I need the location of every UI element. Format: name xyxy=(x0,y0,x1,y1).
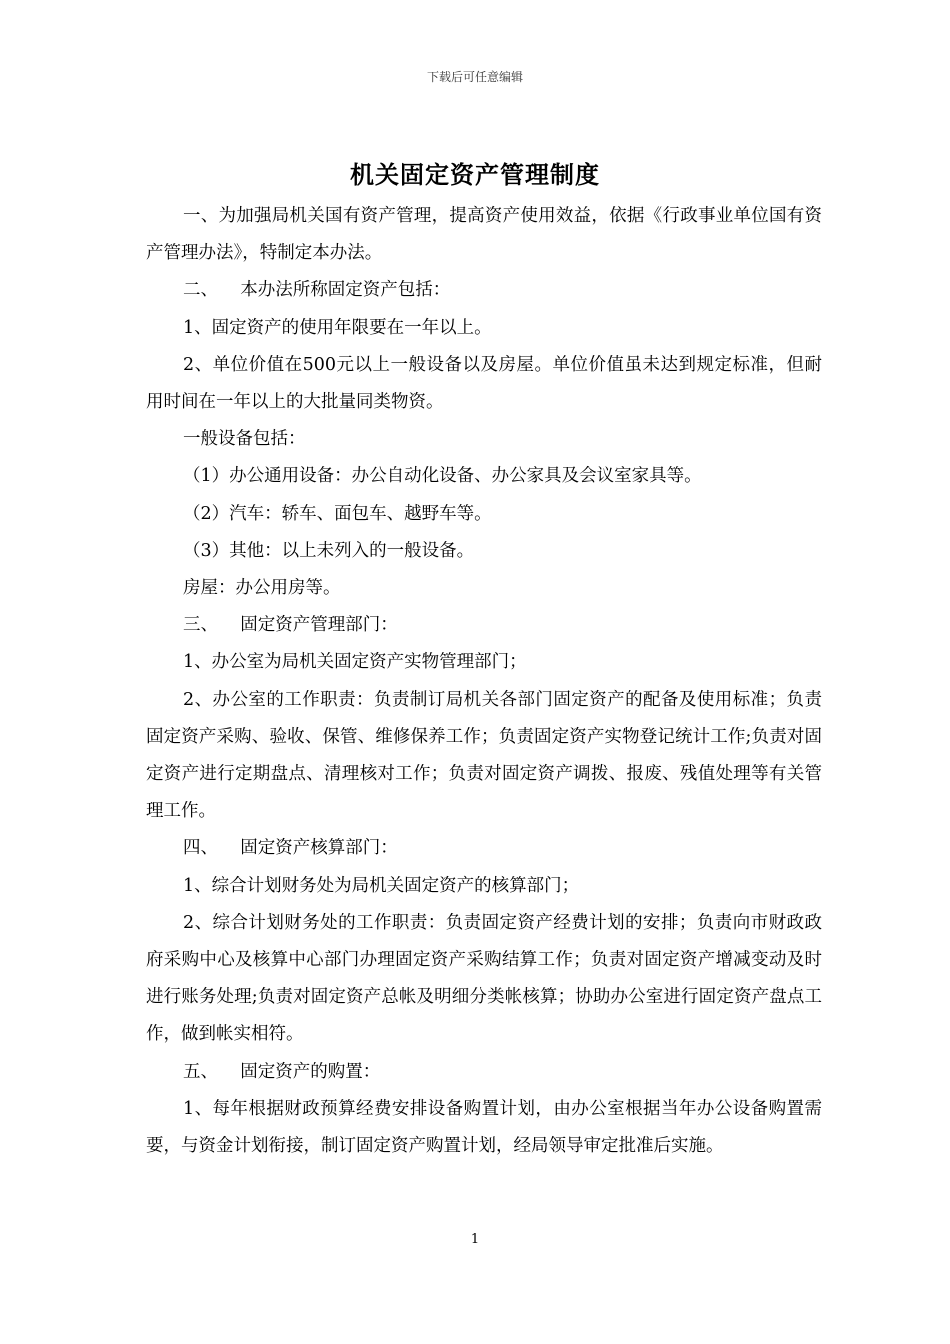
section-heading: 四、 固定资产核算部门： xyxy=(183,838,398,859)
paragraph: 一般设备包括： xyxy=(183,429,306,450)
paragraph: 1、每年根据财政预算经费安排设备购置计划，由办公室根据当年办公设备购置需要，与资金计划衔接，制订固定资产购置计划，经局领导审定批准后实施。 xyxy=(146,1098,822,1157)
list-item: （2）汽车：轿车、面包车、越野车等。 xyxy=(183,503,492,524)
paragraph: 2、办公室的工作职责：负责制订局机关各部门固定资产的配备及使用标准；负责固定资产采购、验收、保管、维修保养工作；负责固定资产实物登记统计工作;负责对固定资产进行定期盘点、清理核对工作；负责对固定资产调拨、报废、残值处理等有关管理工作。 xyxy=(146,689,822,822)
paragraph: 1、办公室为局机关固定资产实物管理部门； xyxy=(183,652,527,673)
section-heading: 二、 本办法所称固定资产包括： xyxy=(183,280,451,301)
paragraph: 2、单位价值在500元以上一般设备以及房屋。单位价值虽未达到规定标准，但耐用时间在一年以上的大批量同类物资。 xyxy=(146,354,822,413)
paragraph: 2、综合计划财务处的工作职责：负责固定资产经费计划的安排；负责向市财政政府采购中心及核算中心部门办理固定资产采购结算工作；负责对固定资产增减变动及时进行账务处理;负责对固定资产总帐及明细分类帐核算；协助办公室进行固定资产盘点工作，做到帐实相符。 xyxy=(146,912,822,1045)
section-heading: 三、 固定资产管理部门： xyxy=(183,615,398,636)
list-item: （3）其他：以上未列入的一般设备。 xyxy=(183,540,475,561)
paragraph: 房屋：办公用房等。 xyxy=(183,578,341,599)
header-note: 下载后可任意编辑 xyxy=(426,70,523,84)
paragraph: 一、为加强局机关国有资产管理，提高资产使用效益，依据《行政事业单位国有资产管理办法》，特制定本办法。 xyxy=(146,206,822,264)
document-body xyxy=(146,198,822,1165)
paragraph: 1、固定资产的使用年限要在一年以上。 xyxy=(183,317,492,338)
paragraph: 1、综合计划财务处为局机关固定资产的核算部门； xyxy=(183,875,580,896)
section-heading: 五、 固定资产的购置： xyxy=(183,1061,381,1082)
document-title: 机关固定资产管理制度 xyxy=(350,160,600,189)
page-number: 1 xyxy=(470,1232,480,1247)
list-item: （1）办公通用设备：办公自动化设备、办公家具及会议室家具等。 xyxy=(183,466,702,487)
